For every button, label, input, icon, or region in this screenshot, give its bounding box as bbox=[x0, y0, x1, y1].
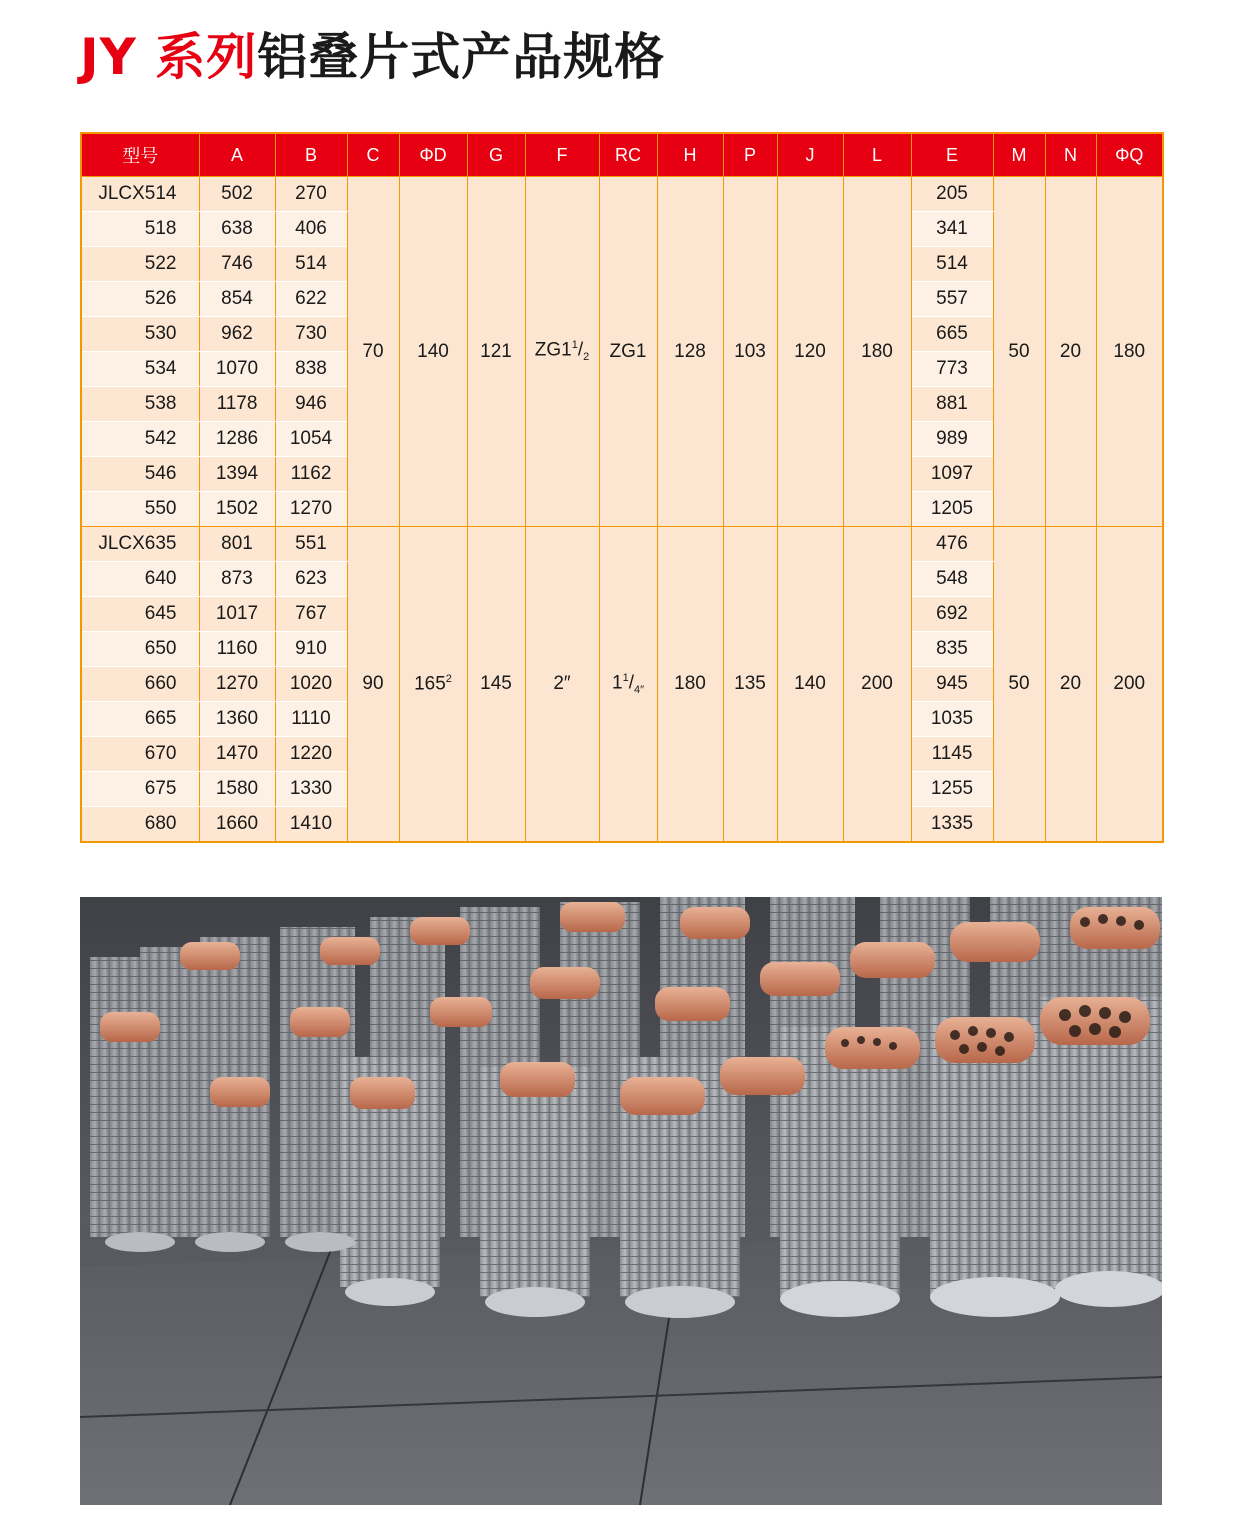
cell-a: 1286 bbox=[199, 422, 275, 457]
cell-e: 945 bbox=[911, 667, 993, 702]
cell-a: 1580 bbox=[199, 772, 275, 807]
cell-c: 90 bbox=[347, 527, 399, 843]
cell-e: 1035 bbox=[911, 702, 993, 737]
cell-b: 1110 bbox=[275, 702, 347, 737]
cell-g: 121 bbox=[467, 177, 525, 527]
cell-m: 50 bbox=[993, 177, 1045, 527]
cell-b: 767 bbox=[275, 597, 347, 632]
cell-b: 838 bbox=[275, 352, 347, 387]
title-series: JY 系列 bbox=[80, 28, 258, 86]
cell-model: 526 bbox=[81, 282, 199, 317]
page-title bbox=[80, 22, 665, 92]
cell-a: 502 bbox=[199, 177, 275, 212]
cell-d-base: 165 bbox=[414, 673, 446, 695]
cell-l: 200 bbox=[843, 527, 911, 843]
cell-a: 1160 bbox=[199, 632, 275, 667]
heat-exchanger-photo-illustration bbox=[80, 897, 1162, 1505]
cell-a: 962 bbox=[199, 317, 275, 352]
table-header-row bbox=[81, 133, 1163, 177]
cell-p: 135 bbox=[723, 527, 777, 843]
cell-e: 557 bbox=[911, 282, 993, 317]
cell-b: 1020 bbox=[275, 667, 347, 702]
cell-a: 1178 bbox=[199, 387, 275, 422]
cell-d bbox=[399, 527, 467, 843]
cell-model: JLCX514 bbox=[81, 177, 199, 212]
cell-e: 1335 bbox=[911, 807, 993, 843]
cell-h: 180 bbox=[657, 527, 723, 843]
cell-a: 801 bbox=[199, 527, 275, 562]
cell-a: 746 bbox=[199, 247, 275, 282]
cell-model: JLCX635 bbox=[81, 527, 199, 562]
cell-f-denominator: 2 bbox=[583, 351, 590, 364]
cell-b: 910 bbox=[275, 632, 347, 667]
cell-e: 1255 bbox=[911, 772, 993, 807]
cell-rc-denominator: 4″ bbox=[633, 684, 644, 697]
col-header-e: E bbox=[911, 133, 993, 177]
cell-rc-numerator: 1 bbox=[622, 671, 629, 684]
cell-p: 103 bbox=[723, 177, 777, 527]
cell-model: 534 bbox=[81, 352, 199, 387]
cell-rc-base: 1 bbox=[612, 672, 623, 694]
cell-f: $ZG1^1/_2$ bbox=[525, 177, 599, 527]
cell-b: 1162 bbox=[275, 457, 347, 492]
cell-a: 1394 bbox=[199, 457, 275, 492]
title-product: 铝叠片式产品规格 bbox=[257, 28, 666, 86]
col-header-n: N bbox=[1045, 133, 1096, 177]
col-header-j: J bbox=[777, 133, 843, 177]
cell-model: 538 bbox=[81, 387, 199, 422]
cell-j: 120 bbox=[777, 177, 843, 527]
cell-model: 670 bbox=[81, 737, 199, 772]
cell-b: 623 bbox=[275, 562, 347, 597]
cell-model: 645 bbox=[81, 597, 199, 632]
cell-model: 550 bbox=[81, 492, 199, 527]
cell-e: 1205 bbox=[911, 492, 993, 527]
cell-b: 1270 bbox=[275, 492, 347, 527]
col-header-a: A bbox=[199, 133, 275, 177]
cell-model: 518 bbox=[81, 212, 199, 247]
cell-a: 1470 bbox=[199, 737, 275, 772]
cell-model: 665 bbox=[81, 702, 199, 737]
col-header-d: ΦD bbox=[399, 133, 467, 177]
cell-f-base: ZG1 bbox=[534, 339, 572, 361]
cell-f: 2″ bbox=[525, 527, 599, 843]
cell-j: 140 bbox=[777, 527, 843, 843]
cell-a: 1070 bbox=[199, 352, 275, 387]
cell-model: 660 bbox=[81, 667, 199, 702]
col-header-l: L bbox=[843, 133, 911, 177]
cell-c: 70 bbox=[347, 177, 399, 527]
cell-q: 180 bbox=[1096, 177, 1163, 527]
cell-b: 270 bbox=[275, 177, 347, 212]
col-header-h: H bbox=[657, 133, 723, 177]
cell-e: 514 bbox=[911, 247, 993, 282]
cell-e: 989 bbox=[911, 422, 993, 457]
cell-e: 341 bbox=[911, 212, 993, 247]
cell-model: 546 bbox=[81, 457, 199, 492]
cell-m: 50 bbox=[993, 527, 1045, 843]
cell-model: 522 bbox=[81, 247, 199, 282]
cell-b: 730 bbox=[275, 317, 347, 352]
cell-b: 1330 bbox=[275, 772, 347, 807]
cell-a: 1270 bbox=[199, 667, 275, 702]
cell-n: 20 bbox=[1045, 527, 1096, 843]
product-photo bbox=[80, 897, 1162, 1505]
cell-b: 1054 bbox=[275, 422, 347, 457]
cell-g: 145 bbox=[467, 527, 525, 843]
table-row bbox=[81, 527, 1163, 562]
col-header-rc: RC bbox=[599, 133, 657, 177]
cell-e: 205 bbox=[911, 177, 993, 212]
cell-model: 640 bbox=[81, 562, 199, 597]
cell-e: 1097 bbox=[911, 457, 993, 492]
cell-f-numerator: 1 bbox=[571, 339, 578, 352]
cell-b: 551 bbox=[275, 527, 347, 562]
cell-e: 692 bbox=[911, 597, 993, 632]
cell-l: 180 bbox=[843, 177, 911, 527]
cell-a: 854 bbox=[199, 282, 275, 317]
cell-e: 773 bbox=[911, 352, 993, 387]
cell-a: 1660 bbox=[199, 807, 275, 843]
cell-b: 1410 bbox=[275, 807, 347, 843]
cell-n: 20 bbox=[1045, 177, 1096, 527]
cell-q: 200 bbox=[1096, 527, 1163, 843]
cell-rc: ZG1 bbox=[599, 177, 657, 527]
cell-model: 542 bbox=[81, 422, 199, 457]
cell-e: 665 bbox=[911, 317, 993, 352]
cell-b: 1220 bbox=[275, 737, 347, 772]
cell-a: 638 bbox=[199, 212, 275, 247]
spec-table bbox=[80, 132, 1164, 843]
cell-d-superscript: 2 bbox=[445, 672, 452, 685]
cell-b: 946 bbox=[275, 387, 347, 422]
cell-d: 140 bbox=[399, 177, 467, 527]
cell-e: 476 bbox=[911, 527, 993, 562]
cell-a: 873 bbox=[199, 562, 275, 597]
cell-e: 881 bbox=[911, 387, 993, 422]
cell-model: 675 bbox=[81, 772, 199, 807]
cell-model: 680 bbox=[81, 807, 199, 843]
col-header-f: F bbox=[525, 133, 599, 177]
cell-e: 835 bbox=[911, 632, 993, 667]
cell-e: 548 bbox=[911, 562, 993, 597]
cell-e: 1145 bbox=[911, 737, 993, 772]
col-header-model: 型号 bbox=[81, 133, 199, 177]
col-header-g: G bbox=[467, 133, 525, 177]
col-header-q: ΦQ bbox=[1096, 133, 1163, 177]
cell-b: 622 bbox=[275, 282, 347, 317]
col-header-p: P bbox=[723, 133, 777, 177]
cell-a: 1502 bbox=[199, 492, 275, 527]
cell-model: 650 bbox=[81, 632, 199, 667]
cell-rc: $1^1/_{4''}$ bbox=[599, 527, 657, 843]
cell-a: 1360 bbox=[199, 702, 275, 737]
col-header-b: B bbox=[275, 133, 347, 177]
cell-b: 514 bbox=[275, 247, 347, 282]
cell-b: 406 bbox=[275, 212, 347, 247]
cell-a: 1017 bbox=[199, 597, 275, 632]
col-header-c: C bbox=[347, 133, 399, 177]
cell-model: 530 bbox=[81, 317, 199, 352]
col-header-m: M bbox=[993, 133, 1045, 177]
table-row bbox=[81, 177, 1163, 212]
cell-h: 128 bbox=[657, 177, 723, 527]
